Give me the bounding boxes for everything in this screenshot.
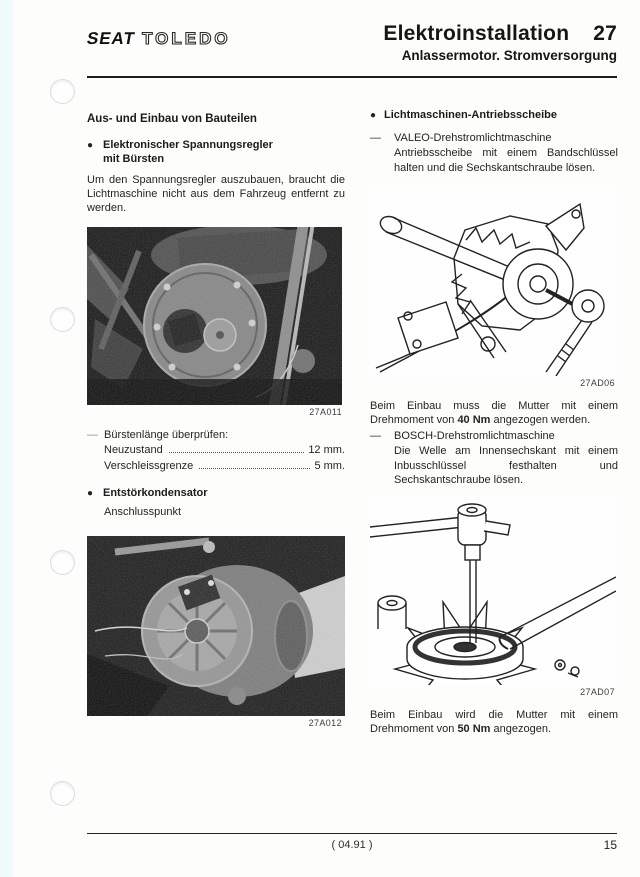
logo-seat-text: SEAT bbox=[85, 29, 137, 48]
figure-caption: 27A011 bbox=[309, 407, 342, 418]
bosch-heading bbox=[370, 429, 618, 443]
item-title: Lichtmaschinen-Antriebsscheibe bbox=[384, 109, 557, 121]
punch-hole bbox=[50, 307, 75, 332]
item-voltage-regulator bbox=[87, 138, 345, 167]
valeo-heading bbox=[370, 131, 618, 145]
page-subtitle: Anlassermotor. Stromversorgung bbox=[401, 48, 617, 63]
seat-toledo-logo bbox=[87, 29, 231, 49]
page-number: 15 bbox=[603, 838, 617, 852]
regulator-body-text: Um den Spannungsregler auszubauen, braucht die Lichtmaschine nicht aus dem Fahrzeug entfernt zu werden. bbox=[87, 173, 345, 215]
spec-row-wear-limit: Verschleissgrenze 5 mm. bbox=[104, 459, 345, 472]
torque-note-bosch: Beim Einbau wird die Mutter mit einem Drehmoment von 50 Nm angezogen. bbox=[370, 709, 618, 736]
dash-icon: — bbox=[370, 430, 381, 443]
photo-alternator-side bbox=[87, 536, 345, 716]
dotted-leader bbox=[169, 452, 305, 453]
dash-icon: — bbox=[370, 132, 381, 144]
torque-value: 50 Nm bbox=[457, 723, 491, 736]
photo-alternator-regulator bbox=[87, 227, 342, 405]
chapter-number: 27 bbox=[593, 22, 617, 45]
edition-date: ( 04.91 ) bbox=[331, 839, 373, 851]
valeo-body-text: Antriebsscheibe mit einem Bandschlüssel halten und die Sechskantschraube lösen. bbox=[394, 147, 618, 174]
punch-hole bbox=[50, 79, 75, 104]
dotted-leader bbox=[199, 468, 310, 469]
title-text: Elektroinstallation bbox=[383, 22, 570, 45]
item-title: Elektronischer Spannungsregler mit Bürsten bbox=[103, 138, 273, 166]
bosch-name: BOSCH-Drehstromlichtmaschine bbox=[394, 430, 555, 443]
spec-row-new: Neuzustand 12 mm. bbox=[104, 444, 345, 457]
item-drive-pulley bbox=[370, 108, 618, 123]
figure-photo-capacitor bbox=[87, 536, 345, 730]
scan-edge-strip bbox=[0, 0, 13, 877]
figure-drawing-band-wrench bbox=[370, 188, 618, 390]
valeo-name: VALEO-Drehstromlichtmaschine bbox=[394, 132, 552, 144]
section-heading: Aus- und Einbau von Bauteilen bbox=[87, 113, 257, 125]
bullet-icon: ● bbox=[87, 139, 94, 151]
brush-check-heading bbox=[87, 428, 345, 442]
chapter-title-block bbox=[383, 22, 617, 63]
bosch-body-text: Die Welle am Innensechskant mit einem Inbusschlüssel festhalten und Sechskantschraube lösen. bbox=[394, 445, 618, 487]
drawing-bosch-pulley bbox=[370, 497, 616, 685]
figure-caption: 27A012 bbox=[308, 718, 342, 729]
page-title bbox=[383, 22, 617, 46]
item-suppression-capacitor bbox=[87, 486, 345, 501]
figure-caption: 27AD06 bbox=[580, 377, 615, 388]
footer-rule bbox=[87, 833, 617, 834]
bullet-icon: ● bbox=[370, 110, 377, 121]
item-title: Entstörkondensator bbox=[103, 487, 208, 499]
drawing-valeo-pulley bbox=[370, 188, 616, 376]
torque-value: 40 Nm bbox=[457, 413, 491, 426]
check-title: Bürstenlänge überprüfen: bbox=[104, 429, 229, 442]
logo-toledo-text: TOLEDO bbox=[142, 29, 231, 48]
left-column bbox=[87, 112, 345, 730]
torque-note-valeo: Beim Einbau muss die Mutter mit einem Drehmoment von 40 Nm angezogen werden. bbox=[370, 399, 618, 426]
bullet-icon: ● bbox=[87, 488, 94, 499]
figure-drawing-hex-key bbox=[370, 497, 618, 699]
punch-hole bbox=[50, 550, 75, 575]
capacitor-body-text: Anschlusspunkt bbox=[104, 506, 182, 518]
right-column bbox=[370, 108, 618, 737]
figure-photo-regulator bbox=[87, 227, 345, 419]
dash-icon: — bbox=[87, 429, 98, 442]
figure-caption: 27AD07 bbox=[580, 687, 615, 698]
punch-hole bbox=[50, 781, 75, 806]
header-rule bbox=[87, 76, 617, 78]
